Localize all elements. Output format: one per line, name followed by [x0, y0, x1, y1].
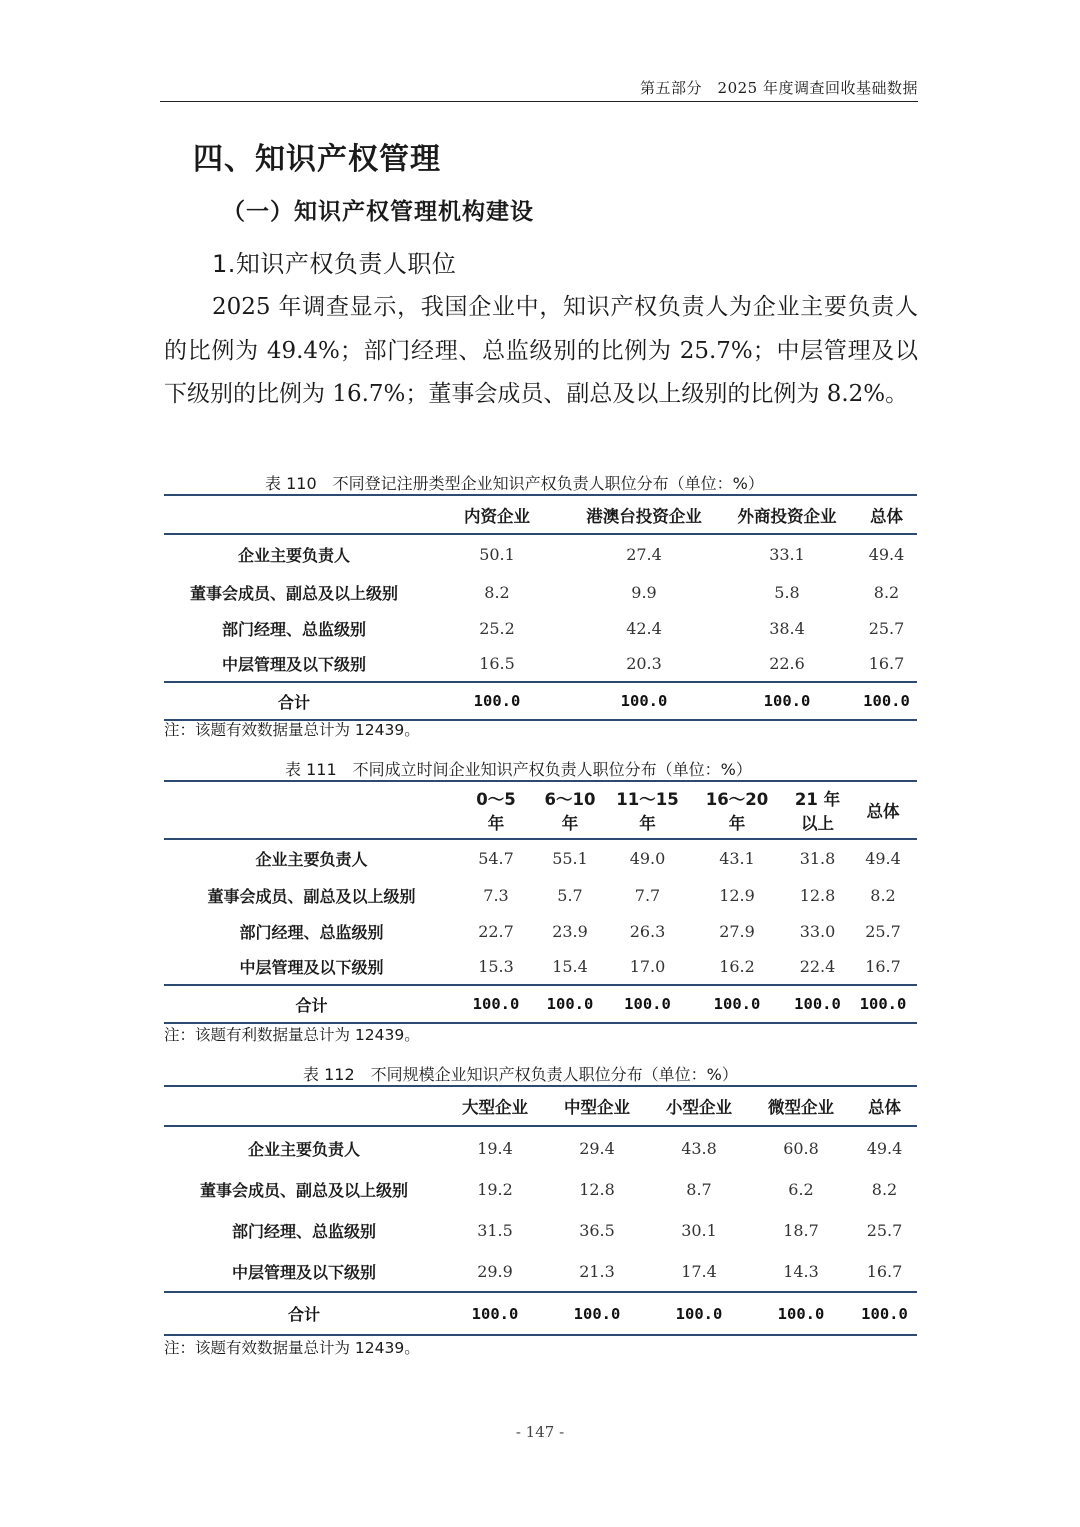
- column-header: 6～10 年: [533, 781, 607, 839]
- total-cell: 100.0: [856, 682, 917, 720]
- table-cell: 33.0: [799, 921, 836, 941]
- column-header: 总体: [856, 495, 917, 534]
- table-cell: 16.5: [479, 654, 515, 673]
- table-cell: 36.5: [579, 1221, 615, 1240]
- table-cell: 50.1: [479, 545, 515, 564]
- table-cell: 49.4: [865, 849, 901, 868]
- table-cell: 26.3: [629, 921, 666, 941]
- table-cell: 5.7: [557, 885, 583, 905]
- row-label: 企业主要负责人: [237, 546, 350, 565]
- table-cell: 19.2: [477, 1180, 513, 1199]
- table-cell: 42.4: [626, 618, 662, 638]
- table-112-caption: 表 112 不同规模企业知识产权负责人职位分布（单位：%）: [303, 1065, 738, 1084]
- table-cell: 20.3: [626, 654, 662, 673]
- total-cell: 100.0: [459, 985, 533, 1023]
- table-cell: 27.4: [626, 545, 662, 564]
- table-row: [164, 610, 917, 646]
- table-cell: 43.8: [681, 1138, 717, 1158]
- table-cell: 31.5: [477, 1221, 513, 1240]
- table-cell: 25.2: [479, 618, 515, 638]
- table-112-note: 注：该题有效数据量总计为 12439。: [164, 1339, 420, 1357]
- total-label: 合计: [164, 682, 424, 720]
- table-cell: 14.3: [783, 1261, 819, 1281]
- total-row: [164, 682, 917, 720]
- table-row: [164, 574, 917, 610]
- table-cell: 43.1: [719, 849, 755, 868]
- table-row: [164, 646, 917, 682]
- row-label: 部门经理、总监级别: [239, 922, 384, 942]
- total-cell: 100.0: [546, 1292, 648, 1335]
- table-cell: 5.8: [774, 582, 800, 602]
- total-cell: 100.0: [570, 682, 718, 720]
- table-111-corner: [164, 781, 459, 839]
- total-cell: 100.0: [688, 985, 786, 1023]
- table-row: [164, 839, 917, 877]
- column-header: 16～20 年: [688, 781, 786, 839]
- table-cell: 12.8: [799, 885, 836, 905]
- table-cell: 16.7: [865, 957, 901, 976]
- total-row: [164, 985, 917, 1023]
- total-cell: 100.0: [533, 985, 607, 1023]
- total-label: 合计: [164, 1292, 444, 1335]
- table-cell: 15.3: [478, 957, 514, 976]
- table-111-caption: 表 111 不同成立时间企业知识产权负责人职位分布（单位：%）: [285, 760, 752, 779]
- column-header: 总体: [852, 1086, 917, 1126]
- table-row: [164, 877, 917, 913]
- table-row: [164, 949, 917, 985]
- table-row: [164, 913, 917, 949]
- row-label: 部门经理、总监级别: [221, 619, 366, 639]
- table-cell: 15.4: [552, 957, 588, 976]
- table-cell: 16.7: [868, 654, 905, 673]
- table-cell: 17.4: [681, 1261, 717, 1281]
- row-label: 中层管理及以下级别: [239, 958, 384, 977]
- table-cell: 25.7: [868, 618, 905, 638]
- column-header: 0～5 年: [459, 781, 533, 839]
- column-header: 外商投资企业: [718, 495, 856, 534]
- table-cell: 22.7: [478, 921, 514, 941]
- summary-paragraph: 2025 年调查显示，我国企业中，知识产权负责人为企业主要负责人的比例为 49.4%；部门经理、总监级别的比例为 25.7%；中层管理及以下级别的比例为 16.7%；董事会成员、副总及以上级别的比例为 8.2%。: [164, 294, 918, 407]
- column-header: 21 年 以上: [786, 781, 849, 839]
- table-cell: 22.6: [769, 654, 805, 673]
- table-110-caption: 表 110 不同登记注册类型企业知识产权负责人职位分布（单位：%）: [265, 474, 764, 493]
- table-cell: 8.2: [871, 1180, 898, 1199]
- table-cell: 18.7: [783, 1221, 819, 1240]
- table-cell: 38.4: [769, 618, 805, 638]
- total-cell: 100.0: [786, 985, 849, 1023]
- row-label: 董事会成员、副总及以上级别: [207, 886, 416, 906]
- table-cell: 6.2: [788, 1180, 814, 1199]
- table-cell: 8.2: [870, 885, 896, 905]
- total-cell: 100.0: [849, 985, 917, 1023]
- total-cell: 100.0: [852, 1292, 917, 1335]
- total-cell: 100.0: [718, 682, 856, 720]
- table-row: [164, 1210, 917, 1251]
- row-label: 企业主要负责人: [247, 1139, 360, 1159]
- table-110: [164, 494, 917, 721]
- total-cell: 100.0: [444, 1292, 546, 1335]
- table-cell: 60.8: [783, 1138, 819, 1158]
- column-header: 港澳台投资企业: [570, 495, 718, 534]
- table-cell: 9.9: [631, 582, 657, 602]
- row-label: 董事会成员、副总及以上级别: [189, 583, 398, 603]
- table-cell: 29.4: [579, 1138, 615, 1158]
- total-cell: 100.0: [648, 1292, 750, 1335]
- row-label: 企业主要负责人: [255, 850, 368, 869]
- table-cell: 19.4: [477, 1138, 513, 1158]
- total-row: [164, 1292, 917, 1335]
- table-cell: 22.4: [799, 957, 836, 976]
- table-cell: 16.7: [866, 1261, 903, 1281]
- table-row: [164, 1251, 917, 1292]
- table-cell: 12.9: [719, 885, 755, 905]
- table-cell: 54.7: [478, 849, 514, 868]
- table-cell: 33.1: [769, 545, 805, 564]
- table-110-corner: [164, 495, 424, 534]
- table-cell: 7.3: [483, 885, 509, 905]
- table-110-note: 注：该题有效数据量总计为 12439。: [164, 721, 420, 739]
- row-label: 中层管理及以下级别: [221, 655, 366, 674]
- column-header: 微型企业: [750, 1086, 852, 1126]
- subsection-heading: （一）知识产权管理机构建设: [222, 199, 534, 225]
- table-row: [164, 1169, 917, 1210]
- table-cell: 30.1: [681, 1221, 717, 1240]
- column-header: 11～15 年: [607, 781, 688, 839]
- table-cell: 8.2: [873, 582, 900, 602]
- table-cell: 16.2: [719, 957, 755, 976]
- table-111: [164, 780, 917, 1024]
- table-cell: 17.0: [629, 957, 666, 976]
- section-heading: 四、知识产权管理: [193, 142, 441, 177]
- row-label: 董事会成员、副总及以上级别: [199, 1181, 408, 1200]
- table-cell: 23.9: [552, 921, 588, 941]
- table-row: [164, 534, 917, 574]
- table-cell: 25.7: [865, 921, 901, 941]
- table-cell: 7.7: [634, 885, 661, 905]
- running-header: 第五部分 2025 年度调查回收基础数据: [160, 76, 918, 102]
- column-header: 内资企业: [424, 495, 570, 534]
- table-row: [164, 1126, 917, 1169]
- column-header: 大型企业: [444, 1086, 546, 1126]
- total-label: 合计: [164, 985, 459, 1023]
- table-112: [164, 1085, 917, 1336]
- table-cell: 49.4: [866, 1138, 903, 1158]
- total-cell: 100.0: [750, 1292, 852, 1335]
- table-cell: 49.4: [868, 545, 905, 564]
- total-cell: 100.0: [424, 682, 570, 720]
- column-header: 中型企业: [546, 1086, 648, 1126]
- topic-heading: 1.知识产权负责人职位: [212, 250, 457, 278]
- column-header: 小型企业: [648, 1086, 750, 1126]
- table-cell: 8.2: [484, 582, 510, 602]
- table-cell: 31.8: [799, 849, 836, 868]
- table-cell: 25.7: [866, 1221, 903, 1240]
- row-label: 部门经理、总监级别: [231, 1222, 376, 1241]
- row-label: 中层管理及以下级别: [231, 1262, 376, 1282]
- table-cell: 21.3: [579, 1261, 615, 1281]
- column-header: 总体: [849, 781, 917, 839]
- table-cell: 49.0: [629, 849, 666, 868]
- table-cell: 8.7: [686, 1180, 712, 1199]
- table-cell: 29.9: [477, 1261, 513, 1281]
- table-111-note: 注：该题有利数据量总计为 12439。: [164, 1026, 420, 1044]
- table-cell: 55.1: [552, 849, 588, 868]
- total-cell: 100.0: [607, 985, 688, 1023]
- table-cell: 27.9: [719, 921, 755, 941]
- table-112-corner: [164, 1086, 444, 1126]
- table-cell: 12.8: [579, 1180, 615, 1199]
- page-number: - 147 -: [515, 1423, 565, 1441]
